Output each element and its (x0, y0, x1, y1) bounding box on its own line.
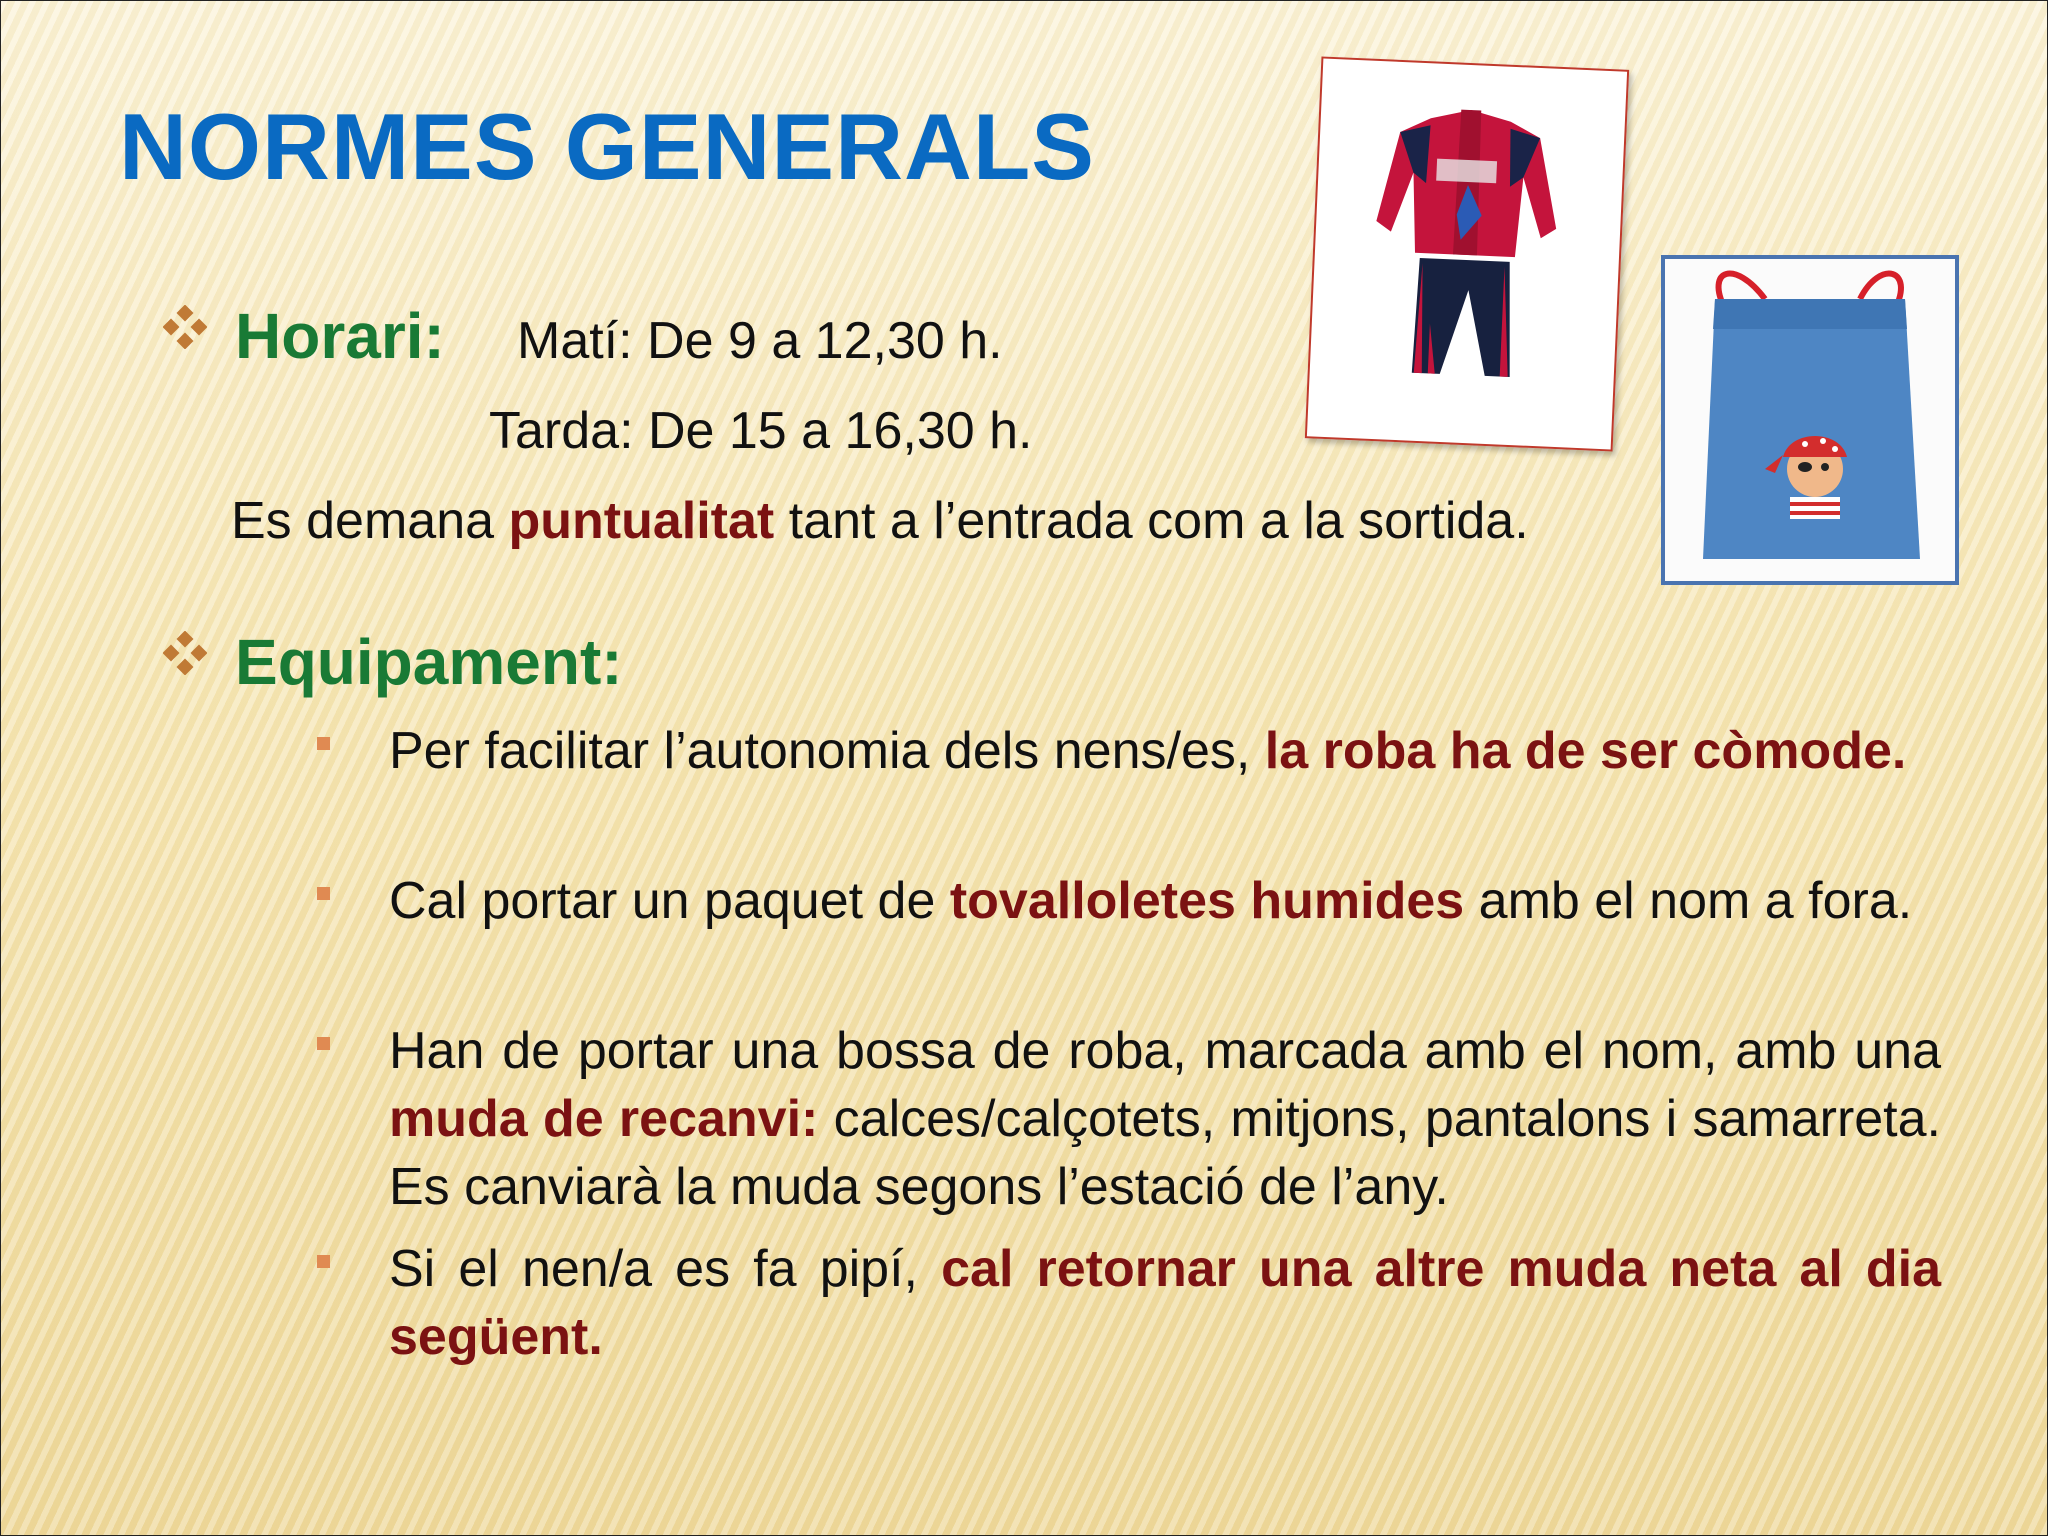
list-item-text: Per facilitar l’autonomia dels nens/es, (389, 722, 1265, 780)
list-item (389, 867, 1941, 935)
punctuality-post: tant a l’entrada com a la sortida. (774, 492, 1529, 550)
diamond-bullet-icon (163, 631, 207, 675)
equipament-heading: Equipament: (235, 626, 623, 698)
list-item-highlight: cal retornar una altre muda neta al dia següent. (389, 1240, 1942, 1366)
diamond-bullet-icon (163, 305, 207, 349)
square-bullet-icon (317, 737, 330, 750)
list-item (389, 717, 1941, 785)
horari-mati: Matí: De 9 a 12,30 h. (517, 312, 1003, 370)
page-title: NORMES GENERALS (119, 94, 1095, 199)
list-item-highlight: tovalloletes humides (949, 872, 1465, 930)
list-item-highlight: muda de recanvi: (389, 1090, 819, 1148)
tracksuit-image (1305, 56, 1629, 451)
list-item (389, 1235, 1941, 1371)
list-item-text: Si el nen/a es fa pipí, (389, 1240, 942, 1298)
list-item-text: Cal portar un paquet de (389, 872, 950, 930)
list-item-text: Han de portar una bossa de roba, marcada amb el nom, amb una (389, 1022, 1941, 1080)
square-bullet-icon (317, 1037, 330, 1050)
list-item-text: calces/calçotets, mitjons, pantalons i samarreta. Es canviarà la muda segons l’estació de l’any. (389, 1090, 1941, 1216)
tracksuit-icon (1307, 59, 1623, 446)
list-item (389, 1017, 1941, 1221)
cloth-bag-image (1661, 255, 1959, 585)
horari-tarda: Tarda: De 15 a 16,30 h. (489, 402, 1033, 460)
bag-icon (1665, 259, 1955, 581)
punctuality-highlight: puntualitat (508, 492, 775, 550)
horari-heading: Horari: (235, 300, 445, 372)
square-bullet-icon (317, 887, 330, 900)
list-item-highlight: la roba ha de ser còmode. (1264, 722, 1907, 780)
punctuality-note (231, 491, 1529, 551)
punctuality-pre: Es demana (231, 492, 509, 550)
square-bullet-icon (317, 1255, 330, 1268)
list-item-text: amb el nom a fora. (1464, 872, 1913, 930)
